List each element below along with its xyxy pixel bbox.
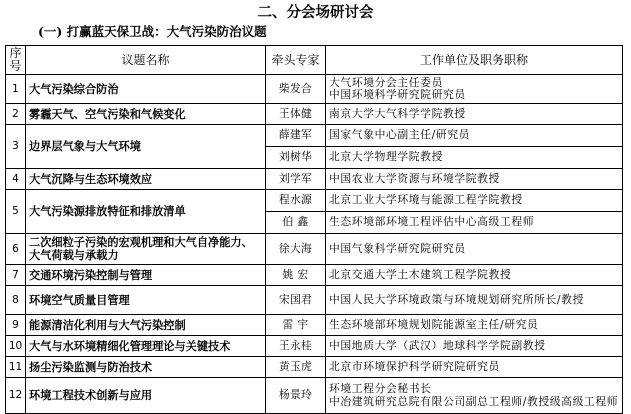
row-number: 5 bbox=[6, 190, 26, 234]
row-number: 2 bbox=[6, 104, 26, 125]
affiliation: 国家气象中心副主任/研究员 bbox=[326, 125, 623, 147]
header-index: 序 号 bbox=[6, 46, 26, 75]
topic-name: 雾霾天气、空气污染和气候变化 bbox=[26, 104, 266, 125]
affiliation: 环境工程分会秘书长 中冶建筑研究总院有限公司副总工程师/教授级高级工程师 bbox=[326, 378, 623, 414]
table-row bbox=[6, 357, 623, 378]
lead-expert: 薛建军 bbox=[266, 125, 326, 147]
affiliation: 生态环境部环境规划院能源室主任/研究员 bbox=[326, 315, 623, 336]
table-row bbox=[6, 234, 623, 265]
affiliation: 大气环境分会主任委员 中国环境科学研究院研究员 bbox=[326, 75, 623, 104]
affiliation: 中国气象科学研究院研究员 bbox=[326, 234, 623, 265]
table-row bbox=[6, 315, 623, 336]
affiliation: 生态环境部环境工程评估中心高级工程师 bbox=[326, 212, 623, 234]
lead-expert: 王体健 bbox=[266, 104, 326, 125]
topic-name: 大气与水环境精细化管理理论与关键技术 bbox=[26, 336, 266, 357]
table-row bbox=[6, 75, 623, 104]
header-lead-expert: 牵头专家 bbox=[266, 46, 326, 75]
header-topic: 议题名称 bbox=[26, 46, 266, 75]
table-row bbox=[6, 104, 623, 125]
affiliation: 中国地质大学（武汉）地球科学学院副教授 bbox=[326, 336, 623, 357]
topic-name: 二次细粒子污染的宏观机理和大气自净能力、大气荷载与承载力 bbox=[26, 234, 266, 265]
table-row bbox=[6, 190, 623, 212]
lead-expert: 程水源 bbox=[266, 190, 326, 212]
topic-name: 扬尘污染监测与防治技术 bbox=[26, 357, 266, 378]
topic-name: 环境工程技术创新与应用 bbox=[26, 378, 266, 414]
lead-expert: 刘学军 bbox=[266, 169, 326, 190]
section-title: 二、分会场研讨会 bbox=[257, 4, 374, 21]
topic-name: 环境空气质量目管理 bbox=[26, 286, 266, 315]
seminar-topics-table bbox=[5, 45, 623, 414]
topic-name: 能源清洁化利用与大气污染控制 bbox=[26, 315, 266, 336]
lead-expert: 伯 鑫 bbox=[266, 212, 326, 234]
row-number: 4 bbox=[6, 169, 26, 190]
subsection-title: (一) 打赢蓝天保卫战：大气污染防治议题 bbox=[38, 24, 267, 39]
table-row bbox=[6, 169, 623, 190]
table-row bbox=[6, 286, 623, 315]
table-header-row bbox=[6, 46, 623, 75]
affiliation: 北京大学物理学院教授 bbox=[326, 147, 623, 169]
lead-expert: 王永桂 bbox=[266, 336, 326, 357]
affiliation: 南京大学大气科学学院教授 bbox=[326, 104, 623, 125]
topic-name: 大气污染源排放特征和排放清单 bbox=[26, 190, 266, 234]
row-number: 9 bbox=[6, 315, 26, 336]
affiliation: 北京工业大学环境与能源工程学院教授 bbox=[326, 190, 623, 212]
topic-name: 交通环境污染控制与管理 bbox=[26, 265, 266, 286]
row-number: 7 bbox=[6, 265, 26, 286]
affiliation: 北京交通大学土木建筑工程学院教授 bbox=[326, 265, 623, 286]
header-affiliation: 工作单位及职务职称 bbox=[326, 46, 623, 75]
table-row bbox=[6, 378, 623, 414]
lead-expert: 杨景玲 bbox=[266, 378, 326, 414]
topic-name: 大气污染综合防治 bbox=[26, 75, 266, 104]
lead-expert: 宋国君 bbox=[266, 286, 326, 315]
lead-expert: 姚 宏 bbox=[266, 265, 326, 286]
table-row bbox=[6, 265, 623, 286]
row-number: 8 bbox=[6, 286, 26, 315]
topic-name: 大气沉降与生态环境效应 bbox=[26, 169, 266, 190]
lead-expert: 黄玉虎 bbox=[266, 357, 326, 378]
row-number: 6 bbox=[6, 234, 26, 265]
row-number: 11 bbox=[6, 357, 26, 378]
affiliation: 北京市环境保护科学研究院研究员 bbox=[326, 357, 623, 378]
table-row bbox=[6, 125, 623, 147]
lead-expert: 刘树华 bbox=[266, 147, 326, 169]
row-number: 3 bbox=[6, 125, 26, 169]
affiliation: 中国人民大学环境政策与环境规划研究所所长/教授 bbox=[326, 286, 623, 315]
affiliation: 中国农业大学资源与环境学院教授 bbox=[326, 169, 623, 190]
table-row bbox=[6, 336, 623, 357]
row-number: 1 bbox=[6, 75, 26, 104]
lead-expert: 柴发合 bbox=[266, 75, 326, 104]
row-number: 12 bbox=[6, 378, 26, 414]
lead-expert: 徐大海 bbox=[266, 234, 326, 265]
lead-expert: 雷 宇 bbox=[266, 315, 326, 336]
topic-name: 边界层气象与大气环境 bbox=[26, 125, 266, 169]
row-number: 10 bbox=[6, 336, 26, 357]
